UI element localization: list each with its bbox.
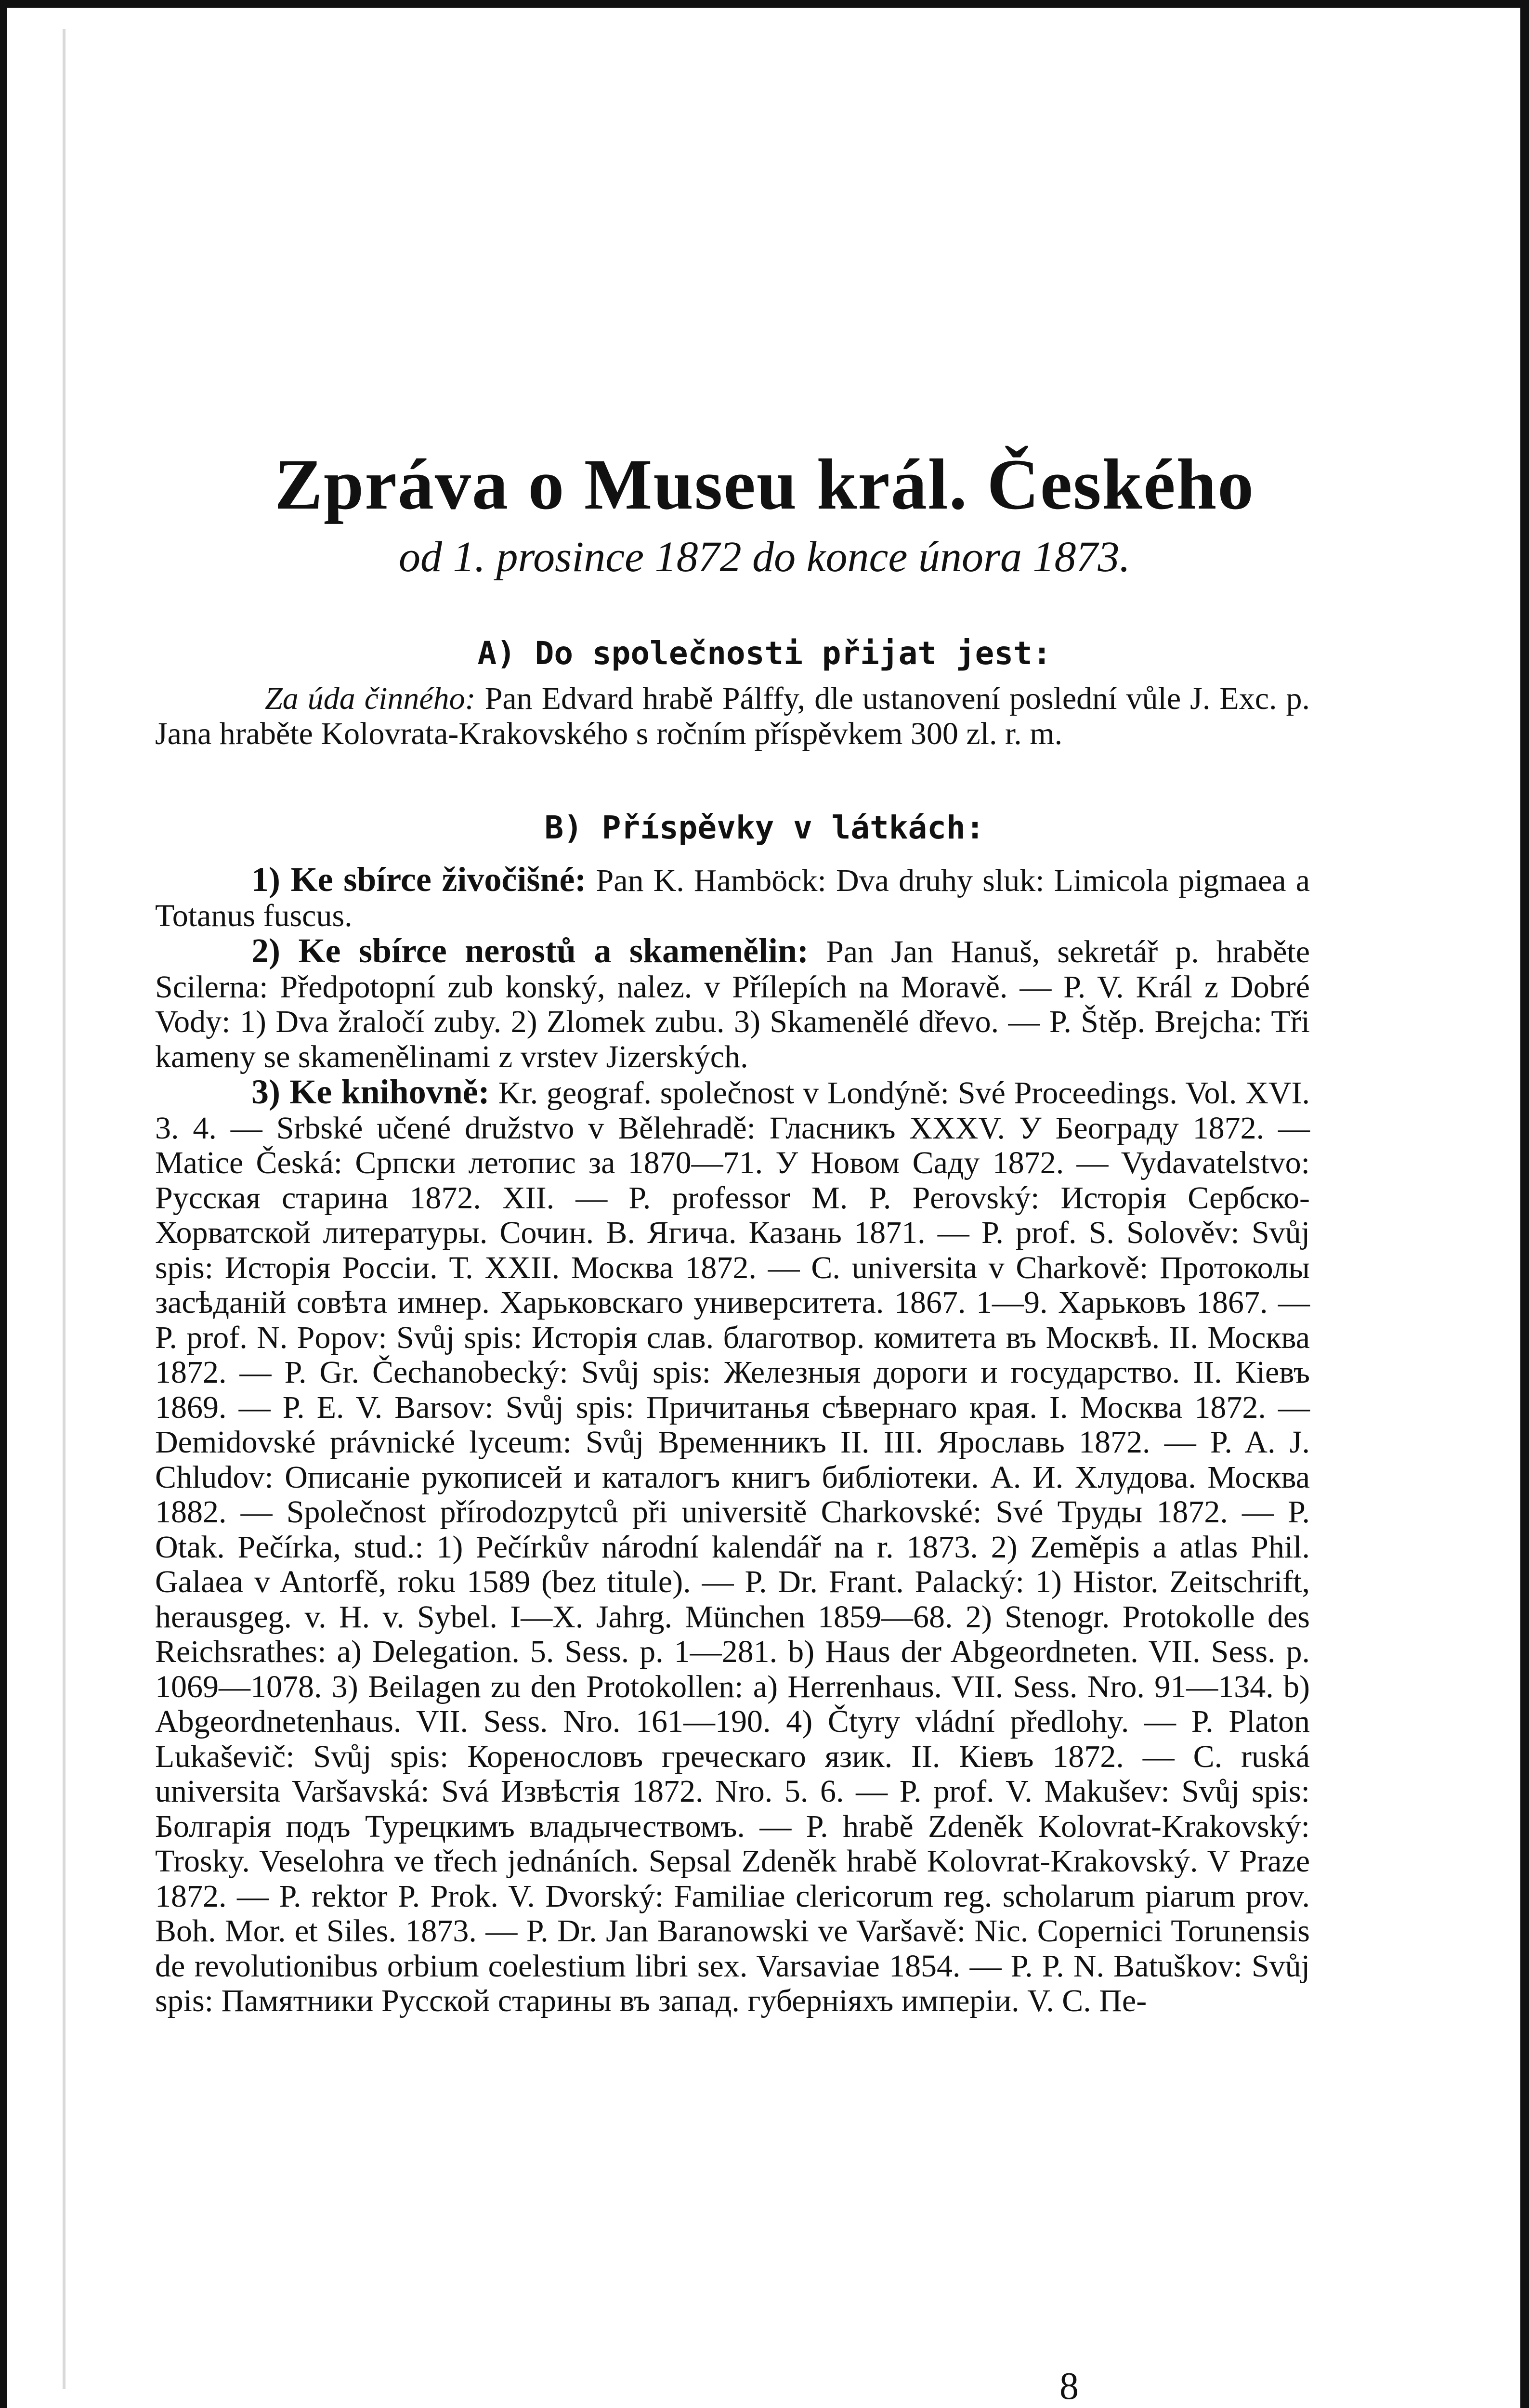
section-a-text: Pan Edvard hrabě Pálffy, dle ustanovení poslední vůle J. Exc. p. Jana hraběte Kolovrata-Krakovského s ročním příspěvkem 300 zl. r. m. <box>155 681 1310 751</box>
item-label-library: 3) Ke knihovně: <box>251 1073 490 1111</box>
section-a-body <box>155 681 1310 751</box>
item-label-minerals: 2) Ke sbírce nerostů a skamenělin: <box>251 931 809 970</box>
section-b-body <box>155 862 1310 2019</box>
item-text-zoology: Pan K. Hamböck: Dva druhy sluk: Limicola pigmaea a Totanus fuscus. <box>155 863 1310 933</box>
section-a-label: Za úda činného: <box>265 681 476 716</box>
section-a-paragraph <box>155 681 1310 751</box>
section-b-heading: B) Příspěvky v látkách: <box>544 809 985 846</box>
section-a-heading: A) Do společnosti přijat jest: <box>477 635 1052 672</box>
contribution-item-zoology <box>155 862 1310 933</box>
page-number: 8 <box>1059 2365 1079 2408</box>
page-subtitle: od 1. prosince 1872 do konce února 1873. <box>399 533 1130 581</box>
item-label-zoology: 1) Ke sbírce živočišné: <box>251 860 587 899</box>
item-text-library: Kr. geograf. společnost v Londýně: Své Proceedings. Vol. XVI. 3. 4. — Srbské učené družstvo v Bělehradě: Гласникъ XXXV. У Београду 1872. — Matice Česká: Српски летопис за 1870—71. У Новом Саду 1872. — Vydavatelstvo: Русская старина 1872. XII. — P. professor M. P. Perovský: Исторія Сербско-Хорватской литературы. Сочин. В. Ягича. Казань 1871. — P. prof. S. Solověv: Svůj spis: Исторія Россіи. Т. XXII. Москва 1872. — C. universita v Charkově: Протоколы засѣданій совѣта имнер. Харьковскаго университета. 1867. 1—9. Харьковъ 1867. — P. prof. N. Popov: Svůj spis: Исторія слав. благотвор. комитета въ Москвѣ. II. Москва 1872. — P. Gr. Čechanobecký: Svůj spis: Железныя дороги и государство. II. Кіевъ 1869. — P. E. V. Barsov: Svůj spis: Причитанья сѣвернаго края. I. Москва 1872. — Demidovské právnické lyceum: Svůj Временникъ II. III. Ярославь 1872. — P. A. J. Chludov: Описаніе рукописей и каталогъ книгъ библіотеки. А. И. Хлудова. Москва 1882. — Společnost přírodozpytců při universitě Charkovské: Své Труды 1872. — P. Otak. Pečírka, stud.: 1) Pečírkův národní kalendář na r. 1873. 2) Zeměpis a atlas Phil. Galaea v Antorfě, roku 1589 (bez titule). — P. Dr. Frant. Palacký: 1) Histor. Zeitschrift, herausgeg. v. H. v. Sybel. I—X. Jahrg. München 1859—68. 2) Stenogr. Protokolle des Reichsrathes: a) Delegation. 5. Sess. p. 1—281. b) Haus der Abgeordneten. VII. Sess. p. 1069—1078. 3) Beilagen zu den Protokollen: a) Herrenhaus. VII. Sess. Nro. 91—134. b) Abgeordnetenhaus. VII. Sess. Nro. 161—190. 4) Čtyry vládní předlohy. — P. Platon Lukaševič: Svůj spis: Коренословъ греческаго язик. II. Кіевъ 1872. — C. ruská universita Varšavská: Svá Извѣстія 1872. Nro. 5. 6. — P. prof. V. Makušev: Svůj spis: Болгарія подъ Турецкимъ владычествомъ. — P. hrabě Zdeněk Kolovrat-Krakovský: Trosky. Veselohra ve třech jednáních. Sepsal Zdeněk hrabě Kolovrat-Krakovský. V Praze 1872. — P. rektor P. Prok. V. Dvorský: Familiae clericorum reg. scholarum piarum prov. Boh. Mor. et Siles. 1873. — P. Dr. Jan Baranowski ve Varšavě: Nic. Copernici Torunensis de revolutionibus orbium coelestium libri sex. Varsaviae 1854. — P. P. N. Batuškov: Svůj spis: Памятники Русской старины въ запад. губерніяхъ имперіи. V. С. Пе- <box>155 1075 1310 2018</box>
item-text-minerals: Pan Jan Hanuš, sekretář p. hraběte Scilerna: Předpotopní zub konský, nalez. v Přílepích na Moravě. — P. V. Král z Dobré Vody: 1) Dva žraločí zuby. 2) Zlomek zubu. 3) Skamenělé dřevo. — P. Štěp. Brejcha: Tři kameny se skamenělinami z vrstev Jizerských. <box>155 934 1310 1074</box>
contribution-item-minerals <box>155 933 1310 1074</box>
page-edge-shadow <box>63 29 65 2389</box>
page-title: Zpráva o Museu král. Českého <box>274 445 1255 524</box>
contribution-item-library <box>155 1074 1310 2019</box>
